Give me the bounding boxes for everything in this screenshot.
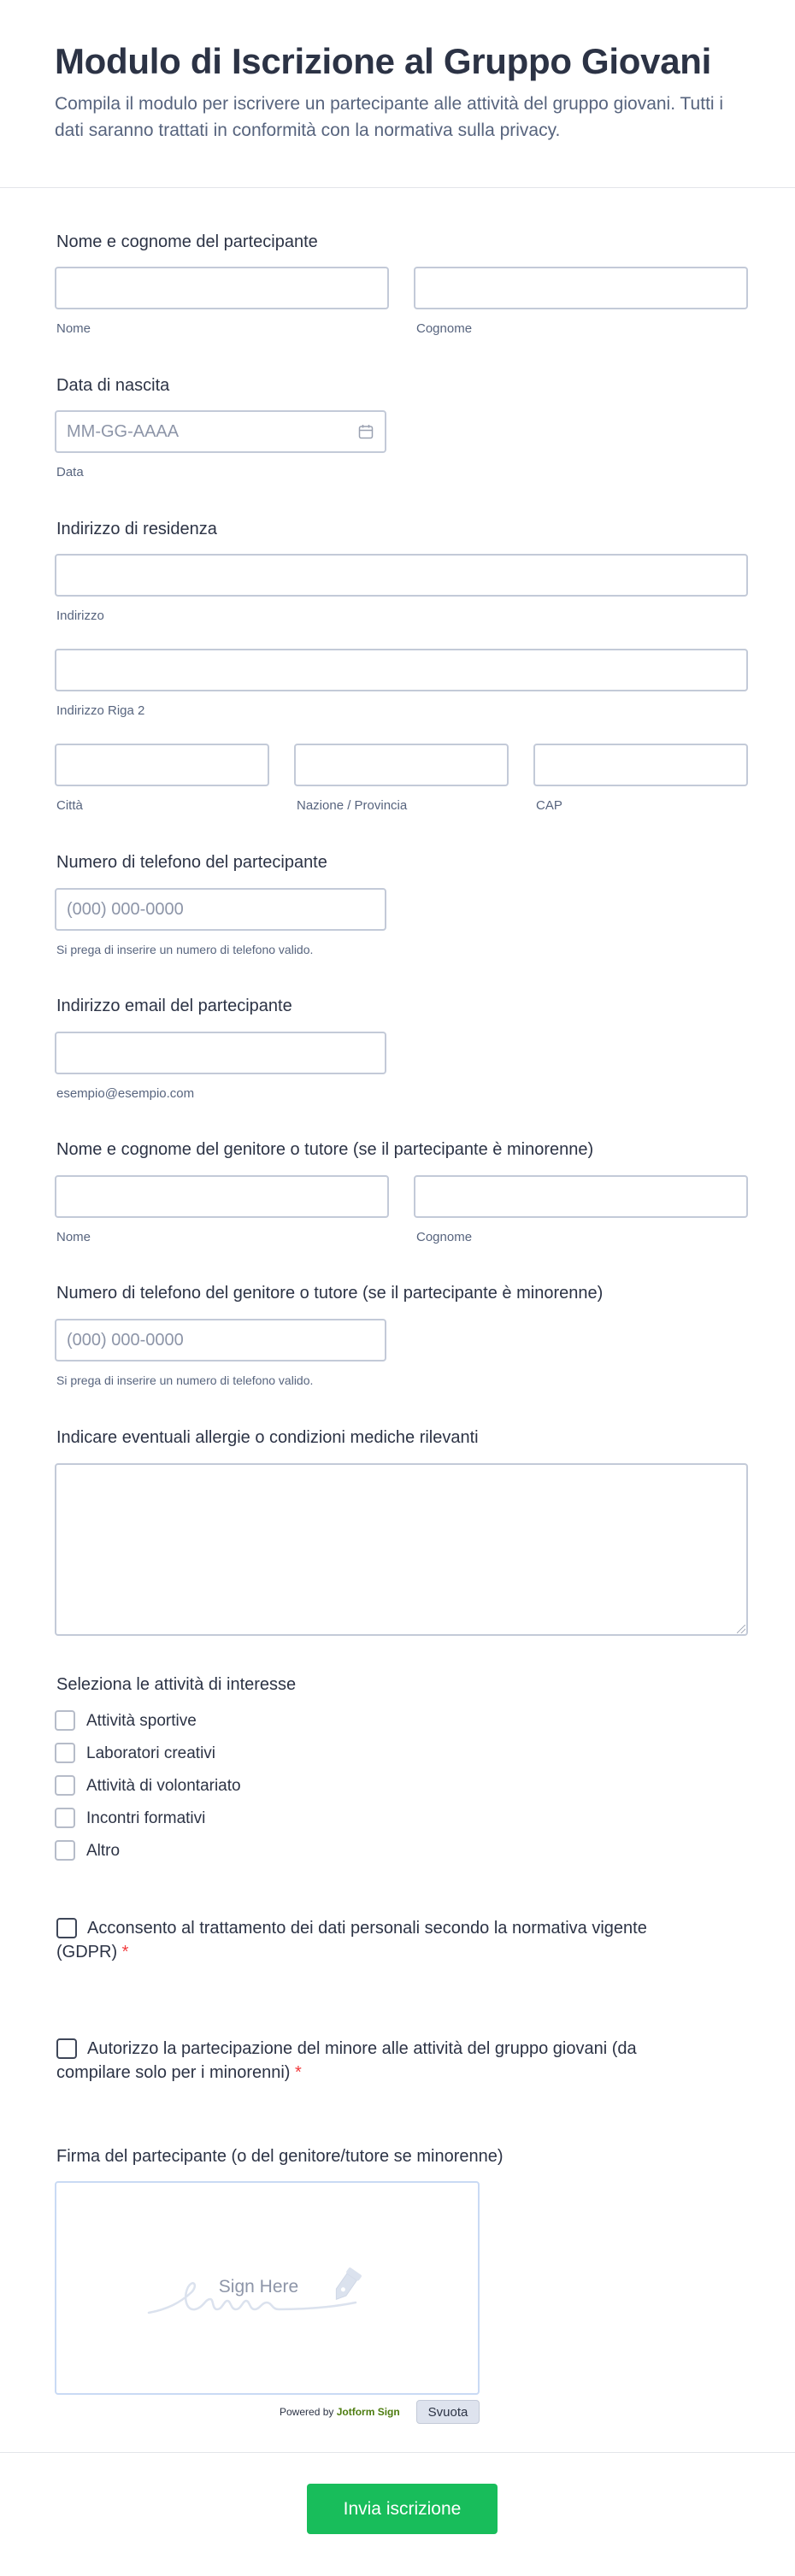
required-asterisk: * — [295, 2063, 302, 2082]
participant-email-label: Indirizzo email del partecipante — [56, 997, 292, 1015]
jotform-sign-brand: Jotform Sign — [336, 2406, 400, 2418]
participant-first-name-input[interactable] — [55, 267, 389, 309]
guardian-first-name-input[interactable] — [55, 1175, 389, 1218]
state-sublabel: Nazione / Provincia — [297, 798, 408, 813]
form-description: Compila il modulo per iscrivere un partecipante alle attività del gruppo giovani. Tutti i dati saranno trattati in conformità con la normativa sulla privacy. — [55, 94, 724, 140]
participant-name-label: Nome e cognome del partecipante — [56, 232, 318, 251]
allergies-textarea[interactable] — [55, 1463, 748, 1636]
address-line1-input[interactable] — [55, 554, 748, 597]
participant-email-sublabel: esempio@esempio.com — [56, 1086, 195, 1101]
clear-signature-button[interactable]: Svuota — [416, 2400, 480, 2424]
activity-option-label[interactable]: Laboratori creativi — [86, 1744, 216, 1762]
guardian-first-name-sublabel: Nome — [56, 1230, 91, 1244]
powered-by-prefix: Powered by — [280, 2406, 334, 2418]
participant-phone-input[interactable] — [55, 888, 386, 931]
activity-option-label[interactable]: Incontri formativi — [86, 1809, 206, 1827]
signature-label: Firma del partecipante (o del genitore/tutore se minorenne) — [56, 2147, 504, 2166]
activities-label: Seleziona le attività di interesse — [56, 1675, 297, 1694]
participant-last-name-input[interactable] — [414, 267, 748, 309]
city-sublabel: Città — [56, 798, 83, 813]
form-header — [0, 0, 795, 188]
activity-checkbox-creative[interactable] — [55, 1743, 75, 1763]
footer-divider — [0, 2452, 795, 2453]
activity-checkbox-sports[interactable] — [55, 1710, 75, 1731]
address-line1-sublabel: Indirizzo — [56, 609, 104, 623]
signature-pad[interactable] — [55, 2181, 480, 2395]
guardian-last-name-sublabel: Cognome — [416, 1230, 473, 1244]
activity-checkbox-training[interactable] — [55, 1808, 75, 1828]
submit-button[interactable]: Invia iscrizione — [307, 2484, 498, 2534]
address-line2-sublabel: Indirizzo Riga 2 — [56, 703, 145, 718]
activity-checkbox-other[interactable] — [55, 1840, 75, 1861]
activity-option-label[interactable]: Altro — [86, 1842, 121, 1860]
activity-option-label[interactable]: Attività di volontariato — [86, 1777, 241, 1795]
signature-placeholder: Sign Here — [218, 2277, 299, 2297]
participant-last-name-sublabel: Cognome — [416, 321, 473, 336]
state-input[interactable] — [294, 744, 509, 786]
activity-option-label[interactable]: Attività sportive — [86, 1712, 197, 1730]
allergies-label: Indicare eventuali allergie o condizioni mediche rilevanti — [56, 1428, 479, 1447]
resize-grip-icon[interactable] — [737, 1625, 745, 1633]
activity-checkbox-volunteering[interactable] — [55, 1775, 75, 1796]
participant-phone-label: Numero di telefono del partecipante — [56, 853, 327, 872]
participant-phone-sublabel: Si prega di inserire un numero di telefono valido. — [56, 943, 314, 956]
address-label: Indirizzo di residenza — [56, 520, 217, 538]
zip-input[interactable] — [533, 744, 748, 786]
guardian-phone-input[interactable] — [55, 1319, 386, 1362]
gdpr-consent-label: Acconsento al trattamento dei dati personali secondo la normativa vigente (GDPR) — [56, 1919, 647, 1961]
allergies-textarea-wrapper — [55, 1463, 748, 1636]
participant-first-name-sublabel: Nome — [56, 321, 91, 336]
minor-consent-text[interactable] — [56, 2037, 663, 2085]
guardian-name-label: Nome e cognome del genitore o tutore (se il partecipante è minorenne) — [56, 1140, 594, 1159]
participant-email-input[interactable] — [55, 1032, 386, 1074]
form-title: Modulo di Iscrizione al Gruppo Giovani — [55, 41, 711, 81]
birth-date-input[interactable] — [55, 410, 386, 453]
city-input[interactable] — [55, 744, 269, 786]
address-line2-input[interactable] — [55, 649, 748, 691]
calendar-icon[interactable] — [358, 424, 374, 439]
minor-consent-label: Autorizzo la partecipazione del minore alle attività del gruppo giovani (da compilare solo per i minorenni) — [56, 2039, 637, 2082]
gdpr-consent-text[interactable] — [56, 1916, 655, 1964]
powered-by-text — [280, 2406, 400, 2418]
birth-date-label: Data di nascita — [56, 376, 170, 395]
required-asterisk: * — [121, 1943, 129, 1961]
guardian-last-name-input[interactable] — [414, 1175, 748, 1218]
zip-sublabel: CAP — [536, 798, 562, 813]
birth-date-sublabel: Data — [56, 465, 84, 479]
guardian-phone-sublabel: Si prega di inserire un numero di telefono valido. — [56, 1373, 314, 1387]
guardian-phone-label: Numero di telefono del genitore o tutore (se il partecipante è minorenne) — [56, 1284, 604, 1303]
